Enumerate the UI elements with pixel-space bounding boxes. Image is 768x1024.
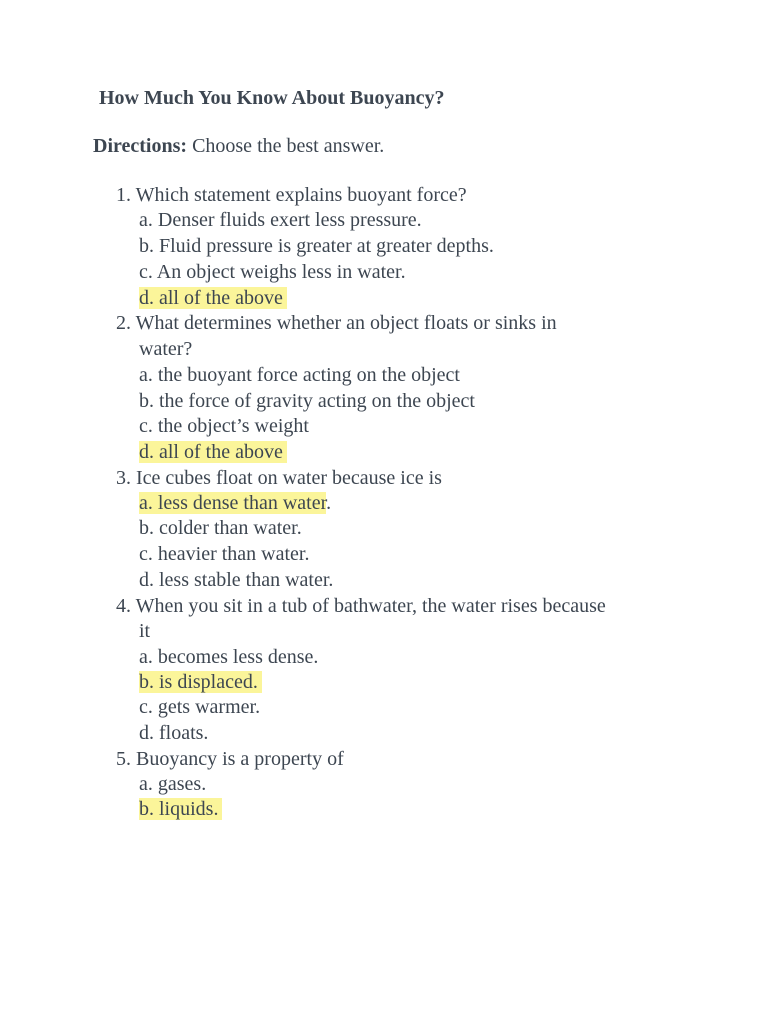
option-text: d. floats.	[139, 722, 209, 744]
highlighted-answer: b. is displaced.	[139, 671, 262, 693]
directions-label: Directions:	[93, 135, 188, 157]
option-text: b. Fluid pressure is greater at greater depths.	[139, 235, 494, 257]
option-4c	[139, 695, 260, 719]
option-text: c. the object’s weight	[139, 415, 309, 437]
question-5	[116, 747, 344, 771]
question-text: Which statement explains buoyant force?	[135, 184, 467, 206]
option-text: a. Denser fluids exert less pressure.	[139, 209, 422, 231]
option-1c	[139, 260, 406, 284]
option-2d	[139, 440, 287, 464]
option-4b	[139, 670, 262, 694]
option-text: c. An object weighs less in water.	[139, 261, 406, 283]
question-number: 4.	[116, 595, 131, 617]
option-4a	[139, 645, 318, 669]
question-2	[116, 311, 557, 335]
option-1a	[139, 208, 422, 232]
question-number: 5.	[116, 748, 131, 770]
option-text: b. colder than water.	[139, 517, 302, 539]
question-4-continued: it	[139, 620, 151, 642]
option-3b	[139, 516, 302, 540]
question-number: 1.	[116, 184, 131, 206]
option-5a	[139, 772, 206, 796]
question-4	[116, 594, 606, 618]
page-title: How Much You Know About Buoyancy?	[99, 87, 445, 109]
question-text: Buoyancy is a property of	[136, 748, 344, 770]
question-number: 3.	[116, 467, 131, 489]
question-text: What determines whether an object floats or sinks in	[135, 312, 557, 334]
directions	[93, 135, 384, 158]
option-text: a. gases.	[139, 773, 207, 795]
question-number: 2.	[116, 312, 131, 334]
highlighted-answer: a. less dense than water	[139, 492, 327, 514]
highlighted-answer: b. liquids.	[139, 798, 222, 820]
option-suffix: .	[326, 492, 332, 514]
option-text: d. less stable than water.	[139, 569, 334, 591]
option-2a	[139, 363, 460, 387]
question-3	[116, 466, 442, 490]
option-2b	[139, 389, 475, 413]
question-1	[116, 183, 467, 207]
question-text: Ice cubes float on water because ice is	[136, 467, 442, 489]
option-text: b. the force of gravity acting on the object	[139, 390, 475, 412]
option-text: a. becomes less dense.	[139, 646, 319, 668]
option-3c	[139, 542, 309, 566]
option-4d	[139, 721, 208, 745]
option-text: c. gets warmer.	[139, 696, 261, 718]
option-text: a. the buoyant force acting on the object	[139, 364, 460, 386]
highlighted-answer: d. all of the above	[139, 441, 287, 463]
option-3d	[139, 568, 333, 592]
question-text: When you sit in a tub of bathwater, the water rises because	[135, 595, 606, 617]
option-1b	[139, 234, 494, 258]
directions-text: Choose the best answer.	[187, 135, 385, 157]
option-5b	[139, 797, 222, 821]
option-text: c. heavier than water.	[139, 543, 310, 565]
highlighted-answer: d. all of the above	[139, 287, 287, 309]
option-3a	[139, 491, 331, 515]
option-2c	[139, 414, 309, 438]
question-2-continued: water?	[139, 338, 193, 360]
option-1d	[139, 286, 287, 310]
